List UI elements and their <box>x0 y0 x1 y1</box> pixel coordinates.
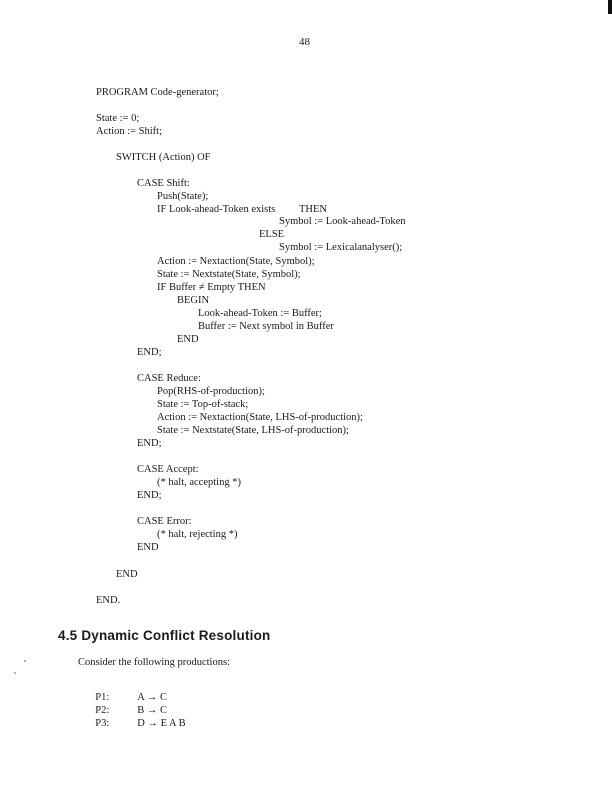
code-line: State := Nextstate(State, Symbol); <box>157 269 301 280</box>
code-keyword: END; <box>137 347 162 358</box>
speck <box>14 672 16 674</box>
code-keyword: BEGIN <box>177 295 210 306</box>
code-line: State := Nextstate(State, LHS-of-production); <box>157 425 349 436</box>
code-keyword: END <box>177 334 199 345</box>
code-line: Pop(RHS-of-production); <box>157 386 265 397</box>
code-line: Symbol := Lexicalanalyser(); <box>279 242 403 253</box>
code-line: (* halt, accepting *) <box>157 477 241 488</box>
code-line: IF Buffer ≠ Empty THEN <box>157 282 266 293</box>
code-line: Symbol := Look-ahead-Token <box>279 216 406 227</box>
page-number: 48 <box>299 36 310 48</box>
scan-edge-mark <box>608 0 612 14</box>
production-row <box>90 706 186 730</box>
code-line: CASE Reduce: <box>137 373 201 384</box>
code-keyword: END <box>137 542 159 553</box>
production-label: P3: <box>95 718 110 729</box>
code-line: Action := Nextaction(State, LHS-of-production); <box>157 412 363 423</box>
code-line: Push(State); <box>157 191 209 202</box>
code-keyword: END. <box>96 595 121 606</box>
code-keyword: END; <box>137 438 162 449</box>
code-keyword: THEN <box>299 204 327 215</box>
code-line: Buffer := Next symbol in Buffer <box>198 321 334 332</box>
production-rule: A → C <box>137 692 168 703</box>
code-keyword: ELSE <box>259 229 285 240</box>
production-label: P2: <box>95 705 110 716</box>
code-keyword: END; <box>137 490 162 501</box>
code-line: IF Look-ahead-Token exists <box>157 204 276 215</box>
code-line: State := Top-of-stack; <box>157 399 249 410</box>
code-line: SWITCH (Action) OF <box>116 152 211 163</box>
code-line: Action := Nextaction(State, Symbol); <box>157 256 315 267</box>
production-rule: B → C <box>137 705 168 716</box>
production-rule: D → E A B <box>137 718 186 729</box>
code-line: Look-ahead-Token := Buffer; <box>198 308 322 319</box>
code-line: CASE Error: <box>137 516 192 527</box>
code-line: (* halt, rejecting *) <box>157 529 238 540</box>
code-keyword: END <box>116 569 138 580</box>
production-label: P1: <box>95 692 110 703</box>
code-line: State := 0; <box>96 113 140 124</box>
code-line: PROGRAM Code-generator; <box>96 87 219 98</box>
code-line: CASE Accept: <box>137 464 199 475</box>
section-intro: Consider the following productions: <box>78 657 230 668</box>
code-line: CASE Shift: <box>137 178 190 189</box>
section-heading: 4.5 Dynamic Conflict Resolution <box>58 628 271 643</box>
code-line: Action := Shift; <box>96 126 163 137</box>
speck <box>24 660 26 662</box>
